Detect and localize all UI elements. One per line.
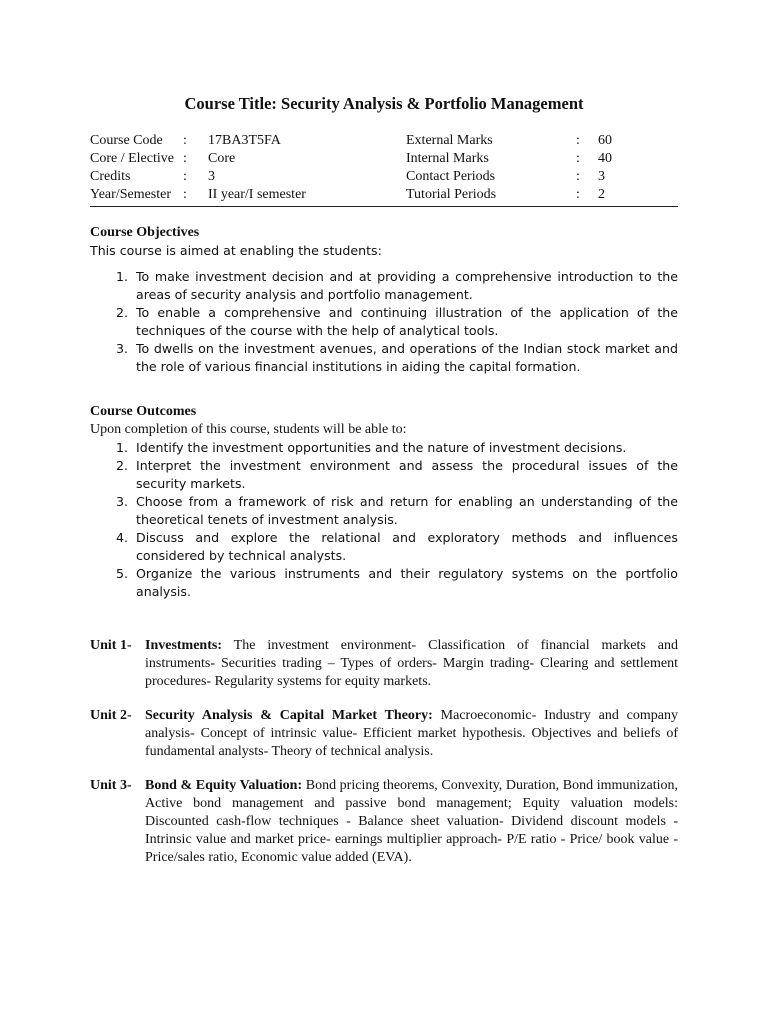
info-colon: : xyxy=(183,187,187,202)
unit-label: Unit 3- xyxy=(90,778,132,793)
unit-content xyxy=(145,777,678,867)
info-colon: : xyxy=(183,151,187,166)
info-row-year-semester xyxy=(90,186,678,204)
info-value: II year/I semester xyxy=(208,187,306,202)
info-value: 3 xyxy=(598,169,605,184)
list-text: To enable a comprehensive and continuing illustration of the application of the techniques of the course with the help of analytical tools. xyxy=(136,305,678,338)
course-outcomes-section xyxy=(90,403,678,601)
info-row-course-code xyxy=(90,132,678,150)
info-colon: : xyxy=(576,187,580,202)
info-label: Course Code xyxy=(90,133,163,148)
info-value: 40 xyxy=(598,151,612,166)
list-number: 1. xyxy=(116,269,129,284)
list-text: Discuss and explore the relational and exploratory methods and influences considered by technical analysts. xyxy=(136,530,678,563)
unit-content xyxy=(145,637,678,691)
objectives-heading: Course Objectives xyxy=(90,225,200,240)
course-info-table xyxy=(90,132,678,207)
list-item xyxy=(90,493,678,529)
list-item xyxy=(90,439,678,457)
unit-text: Macroeconomic- Industry and company analysis- Concept of intrinsic value- Efficient market hypothesis. Objectives and beliefs of fundamental analysts- Theory of technical analysis. xyxy=(145,708,678,759)
unit-title: Bond & Equity Valuation: xyxy=(145,778,303,793)
objectives-intro: This course is aimed at enabling the students: xyxy=(90,243,382,258)
unit-1 xyxy=(90,637,678,691)
info-colon: : xyxy=(576,133,580,148)
list-number: 3. xyxy=(116,341,129,356)
outcomes-intro: Upon completion of this course, students will be able to: xyxy=(90,422,407,437)
info-colon: : xyxy=(183,133,187,148)
list-item xyxy=(90,457,678,493)
unit-text: The investment environment- Classification of financial markets and instruments- Securities trading – Types of orders- Margin trading- Clearing and settlement procedures- Regularity systems for equity markets. xyxy=(145,638,678,689)
info-value: 2 xyxy=(598,187,605,202)
info-label: Credits xyxy=(90,169,131,184)
list-number: 2. xyxy=(116,458,129,473)
unit-3 xyxy=(90,777,678,867)
list-item xyxy=(90,340,678,376)
list-text: To make investment decision and at providing a comprehensive introduction to the areas of security analysis and portfolio management. xyxy=(136,269,678,302)
list-text: Choose from a framework of risk and return for enabling an understanding of the theoretical tenets of investment analysis. xyxy=(136,494,678,527)
course-title: Course Title: Security Analysis & Portfolio Management xyxy=(184,94,584,113)
list-text: Interpret the investment environment and assess the procedural issues of the security markets. xyxy=(136,458,678,491)
unit-title: Investments: xyxy=(145,638,222,653)
units-section xyxy=(90,637,678,883)
info-colon: : xyxy=(576,151,580,166)
info-colon: : xyxy=(576,169,580,184)
info-label: External Marks xyxy=(406,133,493,148)
list-text: Identify the investment opportunities and the nature of investment decisions. xyxy=(136,440,627,455)
list-item xyxy=(90,304,678,340)
info-colon: : xyxy=(183,169,187,184)
course-objectives-section xyxy=(90,224,678,376)
info-row-core-elective xyxy=(90,150,678,168)
info-label: Core / Elective xyxy=(90,151,174,166)
info-label: Internal Marks xyxy=(406,151,489,166)
outcomes-heading: Course Outcomes xyxy=(90,404,197,419)
list-item xyxy=(90,565,678,601)
list-number: 5. xyxy=(116,566,129,581)
unit-title: Security Analysis & Capital Market Theory: xyxy=(145,708,433,723)
list-number: 2. xyxy=(116,305,129,320)
list-item xyxy=(90,529,678,565)
info-value: Core xyxy=(208,151,236,166)
info-row-credits xyxy=(90,168,678,186)
list-number: 1. xyxy=(116,440,129,455)
info-value: 17BA3T5FA xyxy=(208,133,281,148)
unit-text: Bond pricing theorems, Convexity, Duration, Bond immunization, Active bond management and passive bond management; Equity valuation models: Discounted cash-flow techniques - Balance sheet valuation- Dividend discount models - Intrinsic value and market price- earnings multiplier approach- P/E ratio - Price/ book value - Price/sales ratio, Economic value added (EVA). xyxy=(145,778,678,865)
info-value: 3 xyxy=(208,169,215,184)
list-text: Organize the various instruments and their regulatory systems on the portfolio analysis. xyxy=(136,566,678,599)
list-number: 4. xyxy=(116,530,129,545)
info-label: Year/Semester xyxy=(90,187,172,202)
outcomes-list xyxy=(90,439,678,601)
info-value: 60 xyxy=(598,133,612,148)
objectives-list xyxy=(90,268,678,376)
info-label: Contact Periods xyxy=(406,169,496,184)
list-item xyxy=(90,268,678,304)
unit-label: Unit 1- xyxy=(90,638,132,653)
unit-2 xyxy=(90,707,678,761)
list-text: To dwells on the investment avenues, and operations of the Indian stock market and the role of various financial institutions in aiding the capital formation. xyxy=(136,341,678,374)
unit-label: Unit 2- xyxy=(90,708,132,723)
info-label: Tutorial Periods xyxy=(406,187,497,202)
list-number: 3. xyxy=(116,494,129,509)
unit-content xyxy=(145,707,678,761)
